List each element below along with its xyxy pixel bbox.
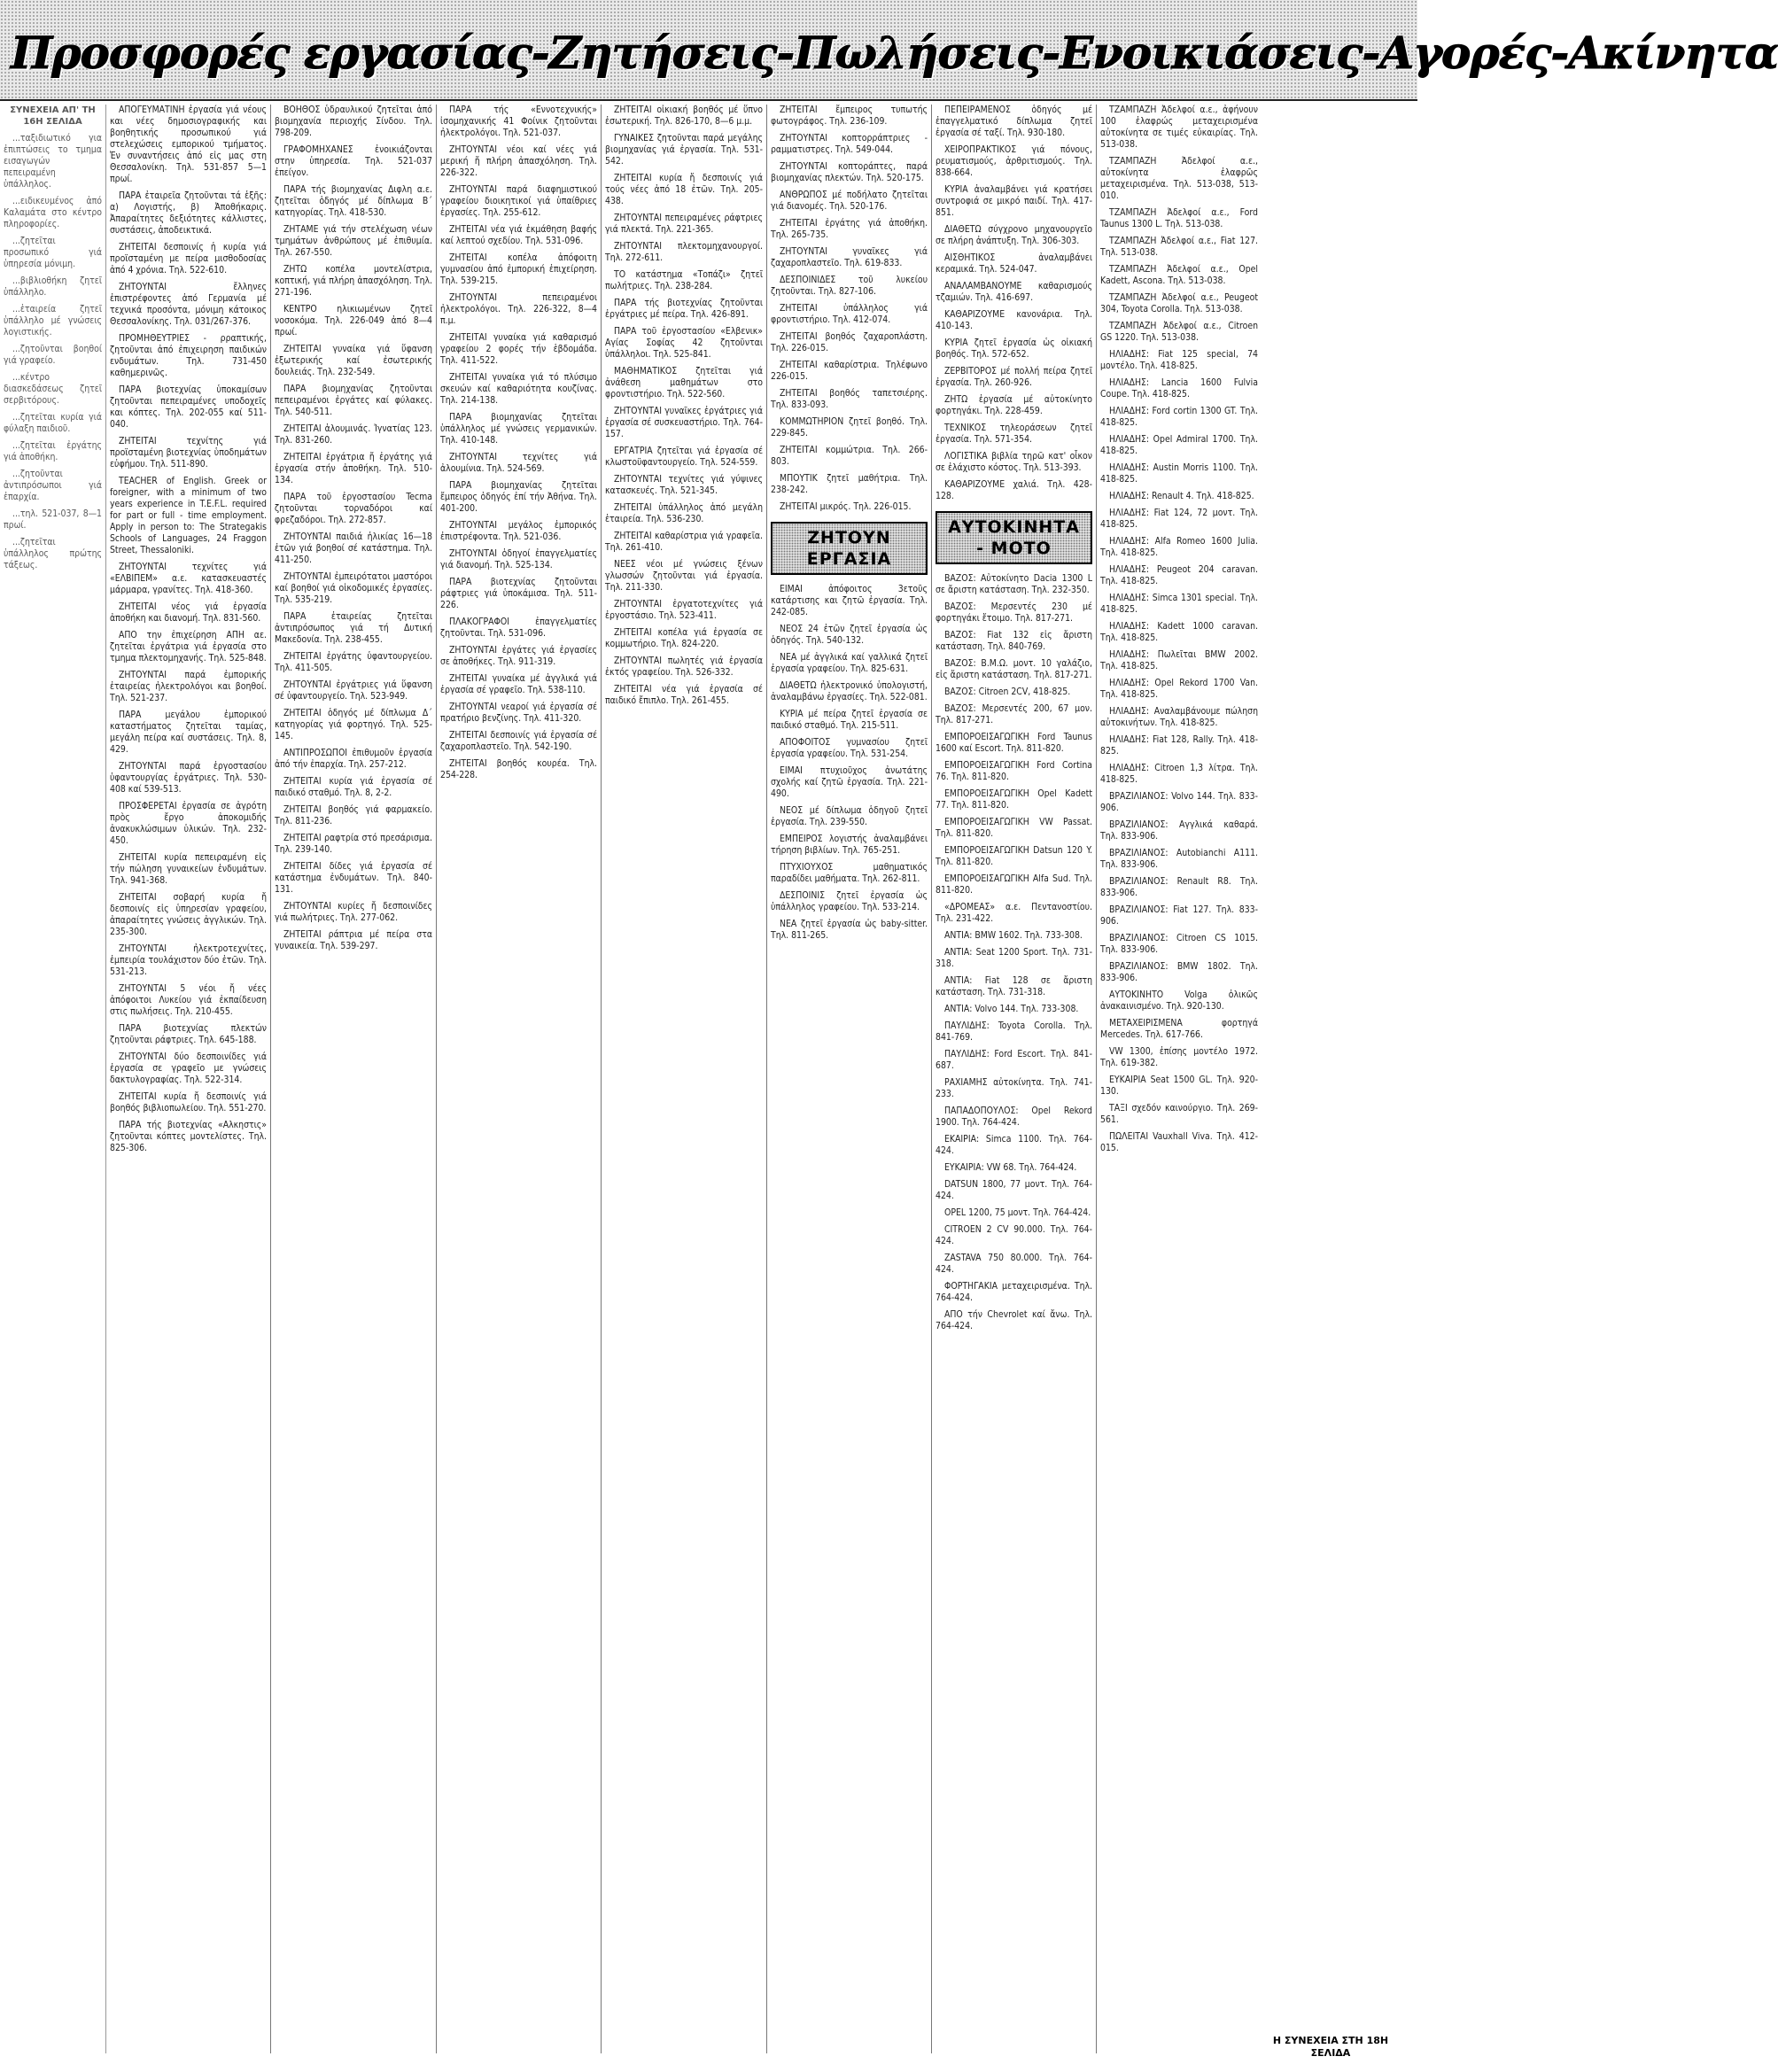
classified-ad: ...κέντρο διασκεδάσεως ζητεῖ σερβιτόρους.	[4, 372, 102, 406]
classified-ad: ΕΜΠΟΡΟΕΙΣΑΓΩΓΙΚΗ VW Passat. Τηλ. 811-820.	[936, 817, 1092, 839]
classified-ad: ΗΛΙΑΔΗΣ: Πωλεῖται BMW 2002. Τηλ. 418-825.	[1100, 649, 1258, 671]
classified-ad: ΠΑΠΑΔΟΠΟΥΛΟΣ: Opel Rekord 1900. Τηλ. 764-424.	[936, 1106, 1092, 1128]
classified-ad: ΔΙΑΘΕΤΩ σύγχρονο μηχανουργεῖο σε πλήρη ἀνάπτυξη. Τηλ. 306-303.	[936, 224, 1092, 246]
classified-ad: ΖΗΤΟΥΝΤΑΙ ἐργάτες γιά ἐργασίες σε ἀποθήκες. Τηλ. 911-319.	[440, 645, 597, 667]
classified-ad: ΖΗΤΕΙΤΑΙ βοηθός ταπετσιέρης. Τηλ. 833-093.	[771, 388, 928, 410]
column-5	[767, 105, 932, 2053]
classified-ad: ...ζητεῖται ὑπάλληλος πρώτης τάξεως.	[4, 537, 102, 570]
classified-ad: ΦΟΡΤΗΓΑΚΙΑ μεταχειρισμένα. Τηλ. 764-424.	[936, 1281, 1092, 1303]
classified-ad: ΠΑΡΑ τής βιοτεχνίας ζητοῦνται ἐργάτριες μέ πείρα. Τηλ. 426-891.	[605, 298, 763, 320]
classified-ad: ΖΗΤΕΙΤΑΙ νέα γιά ἐκμάθηση βαφής καί λεπτού σχεδίου. Τηλ. 531-096.	[440, 224, 597, 246]
classified-ad: ...βιβλιοθήκη ζητεῖ ὑπάλληλο.	[4, 275, 102, 298]
classified-ad: ΗΛΙΑΔΗΣ: Renault 4. Τηλ. 418-825.	[1109, 491, 1254, 501]
column-4	[602, 105, 767, 2053]
classified-ad: ΤΑΞΙ σχεδόν καινούργιο. Τηλ. 269-561.	[1100, 1103, 1258, 1125]
classified-ad: CITROEN 2 CV 90.000. Τηλ. 764-424.	[936, 1224, 1092, 1246]
classified-ad: ΕΜΠΟΡΟΕΙΣΑΓΩΓΙΚΗ Datsun 120 Y. Τηλ. 811-820.	[936, 845, 1092, 867]
classified-ad: ...ταξιδιωτικό για ἐπιπτώσεις το τμημα εισαγωγών πεπειραμένη ὑπάλληλος.	[4, 133, 102, 190]
classified-ad: ΖΗΤΟΥΝΤΑΙ πεπειραμένοι ἠλεκτρολόγοι. Τηλ. 226-322, 8—4 π.μ.	[440, 292, 597, 326]
column-1-ads	[110, 105, 267, 1154]
classified-ad: ...τηλ. 521-037, 8—1 πρωί.	[4, 508, 102, 531]
classified-ad: ΖΗΤΟΥΝΤΑΙ νεαροί γιά ἐργασία σέ πρατήριο βενζίνης. Τηλ. 411-320.	[440, 702, 597, 724]
classified-ad: ΒΑΖΟΣ: Β.Μ.Ω. μοντ. 10 γαλάζιο, εἰς ἄριστη κατάσταση. Τηλ. 817-271.	[936, 658, 1092, 680]
classified-ad: ΖΗΤΕΙΤΑΙ γυναίκα γιά τό πλύσιμο σκευών καί καθαριότητα κουζίνας. Τηλ. 214-138.	[440, 372, 597, 406]
classified-ad: ΒΑΖΟΣ: Μερσεντές 230 μέ φορτηγάκι ἔτοιμο. Τηλ. 817-271.	[936, 601, 1092, 624]
classified-ad: ΖΗΤΕΙΤΑΙ ἐργάτης ὑφαντουργείου. Τηλ. 411-505.	[275, 651, 432, 673]
column-5-ads-top	[771, 105, 928, 513]
classified-ad: ΖΗΤΕΙΤΑΙ κυρία ἤ δεσποινίς γιά τούς νέες ἀπό 18 ἐτῶν. Τηλ. 205-438.	[605, 173, 763, 206]
classified-ad: ΠΤΥΧΙΟΥΧΟΣ μαθηματικός παραδίδει μαθήματα. Τηλ. 262-811.	[771, 862, 928, 884]
classified-ad: ΒΡΑΖΙΛΙΑΝΟΣ: Autobianchi A111. Τηλ. 833-906.	[1100, 848, 1258, 870]
classified-ad: ΖΗΤΕΙΤΑΙ κοπέλα ἀπόφοιτη γυμνασίου ἀπό ἐμπορική ἐπιχείρηση. Τηλ. 539-215.	[440, 252, 597, 286]
column-2-ads	[275, 105, 432, 952]
classified-ad: ΖΗΤΕΙΤΑΙ ὑπάλληλος ἀπό μεγάλη ἑταιρεία. Τηλ. 536-230.	[605, 502, 763, 524]
classified-ad: ΗΛΙΑΔΗΣ: Fiat 128, Rally. Τηλ. 418-825.	[1100, 734, 1258, 757]
classified-ad: ΗΛΙΑΔΗΣ: Opel Rekord 1700 Van. Τηλ. 418-825.	[1100, 678, 1258, 700]
classified-ad: ΖΗΤΟΥΝΤΑΙ ἐργατοτεχνίτες γιά ἐργοστάσιο. Τηλ. 523-411.	[605, 599, 763, 621]
classified-ad: ΖΗΤΩ ἐργασία μέ αὐτοκίνητο φορτηγάκι. Τηλ. 228-459.	[936, 394, 1092, 416]
column-4-ads	[605, 105, 763, 707]
classified-ad: ΕΜΠΟΡΟΕΙΣΑΓΩΓΙΚΗ Ford Taunus 1600 καί Escort. Τηλ. 811-820.	[936, 732, 1092, 754]
classified-ad: ΤΖΑΜΠΑΖΗ Ἀδελφοί α.ε., Ford Taunus 1300 L. Τηλ. 513-038.	[1100, 207, 1258, 229]
classified-ad: ΖΗΤΟΥΝΤΑΙ τεχνίτες γιά γύψινες κατασκευές. Τηλ. 521-345.	[605, 474, 763, 496]
classified-ad: ΖΗΤΟΥΝΤΑΙ κοπτορράπτριες - ραμματιστρες. Τηλ. 549-044.	[771, 133, 928, 155]
classified-ad: ΖΗΤΕΙΤΑΙ δεσποινίς ἡ κυρία γιά προϊσταμένη με πείρα μισθοδοσίας ἀπό 4 χρόνια. Τηλ. 522-610.	[110, 242, 267, 275]
classified-ad: ΖΗΤΟΥΝΤΑΙ γυναῖκες ἐργάτριες γιά ἐργασία σέ συσκευαστήριο. Τηλ. 764-157.	[605, 406, 763, 439]
classified-ad: ΖΗΤΕΙΤΑΙ νέα γιά ἐργασία σέ παιδικό ἔπιπλο. Τηλ. 261-455.	[605, 684, 763, 706]
classified-ad: ΝΕΟΣ 24 ἐτῶν ζητεῖ ἐργασία ὡς ὁδηγός. Τηλ. 540-132.	[771, 624, 928, 646]
classified-ad: ΗΛΙΑΔΗΣ: Fiat 124, 72 μοντ. Τηλ. 418-825.	[1100, 508, 1258, 530]
classified-ad: ΒΑΖΟΣ: Citroen 2CV, 418-825.	[944, 687, 1071, 697]
classified-ad: ΖΗΤΟΥΝΤΑΙ γυναῖκες γιά ζαχαροπλαστεῖο. Τηλ. 619-833.	[771, 246, 928, 268]
classified-ad: ΕΙΜΑΙ ἀπόφοιτος 3ετοῦς κατάρτισης και ζητῶ ἐργασία. Τηλ. 242-085.	[771, 584, 928, 617]
classified-ad: ΒΡΑΖΙΛΙΑΝΟΣ: Renault R8. Τηλ. 833-906.	[1100, 876, 1258, 898]
classified-ad: ...ζητεῖται προσωπικό γιά ὑπηρεσία μόνιμη.	[4, 236, 102, 269]
classified-ad: ΠΑΡΑ τής «Εννοτεχνικής» ἰσομηχανικής 41 Φοίνικ ζητοῦνται ἠλεκτρολόγοι. Τηλ. 521-037.	[440, 105, 597, 138]
classified-ad: ΒΡΑΖΙΛΙΑΝΟΣ: Volvo 144. Τηλ. 833-906.	[1100, 791, 1258, 813]
classified-ad: ΑΝΤΙΑ: Seat 1200 Sport. Τηλ. 731-318.	[936, 947, 1092, 969]
classified-ad: ΒΡΑΖΙΛΙΑΝΟΣ: Citroen CS 1015. Τηλ. 833-906.	[1100, 933, 1258, 955]
classified-ad: ΑΠΟ τήν Chevrolet καί ἄνω. Τηλ. 764-424.	[936, 1309, 1092, 1331]
classified-ad: ΖΗΤΕΙΤΑΙ ὑπάλληλος γιά φροντιστήριο. Τηλ. 412-074.	[771, 303, 928, 325]
classified-ad: ΤΟ κατάστημα «Τοπάζι» ζητεῖ πωλήτριες. Τηλ. 238-284.	[605, 269, 763, 291]
classified-ad: ΕΜΠΟΡΟΕΙΣΑΓΩΓΙΚΗ Ford Cortina 76. Τηλ. 811-820.	[936, 760, 1092, 782]
classified-ad: ΖΗΤΟΥΝΤΑΙ πεπειραμένες ράφτριες γιά πλεκτά. Τηλ. 221-365.	[605, 213, 763, 235]
classified-ad: ΗΛΙΑΔΗΣ: Citroen 1,3 λίτρα. Τηλ. 418-825.	[1100, 763, 1258, 785]
classified-ad: ΑΝΤΙΑ: Fiat 128 σε ἄριστη κατάσταση. Τηλ. 731-318.	[936, 975, 1092, 997]
classified-ad: ΗΛΙΑΔΗΣ: Simca 1301 special. Τηλ. 418-825.	[1100, 593, 1258, 615]
classified-ad: ΖΗΤΕΙΤΑΙ νέος γιά ἐργασία ἀποθήκη και διανομή. Τηλ. 831-560.	[110, 601, 267, 624]
classified-ad: ΖΗΤΕΙΤΑΙ βοηθός ζαχαροπλάστη. Τηλ. 226-015.	[771, 331, 928, 353]
classified-ad: ...ζητοῦνται ἀντιπρόσωποι γιά ἐπαρχία.	[4, 469, 102, 502]
classified-ad: ΖΕΡΒΙΤΟΡΟΣ μέ πολλή πείρα ζητεῖ ἐργασία. Τηλ. 260-926.	[936, 366, 1092, 388]
classified-ad: ΕΥΚΑΙΡΙΑ Seat 1500 GL. Τηλ. 920-130.	[1100, 1075, 1258, 1097]
classified-ad: ΗΛΙΑΔΗΣ: Kadett 1000 caravan. Τηλ. 418-825.	[1100, 621, 1258, 643]
column-6	[932, 105, 1097, 2053]
classified-ad: «ΔΡΟΜΕΑΣ» α.ε. Πεντανοστίου. Τηλ. 231-422.	[936, 902, 1092, 924]
classified-ad: ΠΑΡΑ τοῦ ἐργοστασίου Tecma ζητοῦνται τορναδόροι καί φρεζαδόροι. Τηλ. 272-857.	[275, 492, 432, 525]
classified-ad: ΗΛΙΑΔΗΣ: Alfa Romeo 1600 Julia. Τηλ. 418-825.	[1100, 536, 1258, 558]
classified-ad: ΑΝΤΙΑ: BMW 1602. Τηλ. 733-308.	[944, 930, 1083, 941]
classified-ad: ΜΑΘΗΜΑΤΙΚΟΣ ζητεῖται γιά ἀνάθεση μαθημάτων στο φροντιστήριο. Τηλ. 522-560.	[605, 366, 763, 400]
classified-ad: ΑΠΟ την ἐπιχείρηση ΑΠΗ αε. ζητεῖται ἐργάτρια γιά ἐργασία στο τμημα πλεκτομηχανής. Τηλ. 525-848.	[110, 630, 267, 664]
classified-ad: ΤΖΑΜΠΑΖΗ Ἀδελφοί α.ε., Opel Kadett, Ascona. Τηλ. 513-038.	[1100, 264, 1258, 286]
classified-ad: ΖΗΤΩ κοπέλα μοντελίστρια, κοπτική, γιά πλήρη ἀπασχόληση. Τηλ. 271-196.	[275, 264, 432, 298]
classified-ad: ΖΗΤΟΥΝΤΑΙ δύο δεσποινίδες γιά ἐργασία σε γραφεῖο με γνώσεις δακτυλογραφίας. Τηλ. 522-314.	[110, 1052, 267, 1085]
classified-ad: ΠΑΡΑ βιομηχανίας ζητοῦνται πεπειραμένοι ἐργάτες καί φύλακες. Τηλ. 540-511.	[275, 384, 432, 417]
classified-ad: ΖΗΤΕΙΤΑΙ ἐργάτρια ἤ ἐργάτης γιά ἐργασία στήν ἀποθήκη. Τηλ. 510-134.	[275, 452, 432, 485]
classified-ad: ΚΥΡΙΑ μέ πείρα ζητεῖ ἐργασία σε παιδικό σταθμό. Τηλ. 215-511.	[771, 709, 928, 731]
classified-ad: ΖΗΤΟΥΝΤΑΙ ἠλεκτροτεχνίτες, ἐμπειρία τουλάχιστον δύο ἐτῶν. Τηλ. 531-213.	[110, 943, 267, 977]
classified-ad: ΠΑΡΑ βιοτεχνίας ζητοῦνται ράφτριες γιά ὑποκάμισα. Τηλ. 511-226.	[440, 577, 597, 610]
classified-ad: ΖΗΤΕΙΤΑΙ ἔμπειρος τυπωτής φωτογράφος. Τηλ. 236-109.	[771, 105, 928, 127]
classifieds-columns	[0, 105, 1417, 2053]
classified-ad: ΖΗΤΕΙΤΑΙ γυναίκα γιά ὕφανση ἐξωτερικής καί ἐσωτερικής δουλειάς. Τηλ. 232-549.	[275, 344, 432, 377]
classified-ad: ΖΗΤΟΥΝΤΑΙ ἐμπειρότατοι μαστόροι καί βοηθοί γιά οἰκοδομικές ἐργασίες. Τηλ. 535-219.	[275, 571, 432, 605]
classified-ad: ΕΡΓΑΤΡΙΑ ζητεῖται γιά ἐργασία σέ κλωστοϋφαντουργείο. Τηλ. 524-559.	[605, 446, 763, 468]
classified-ad: ΗΛΙΑΔΗΣ: Austin Morris 1100. Τηλ. 418-825.	[1100, 462, 1258, 485]
classified-ad: ΠΑΡΑ ἐταιρεῖα ζητοῦνται τά ἑξῆς: α) Λογιστής, β) Ἀποθήκαρις. Ἀπαραίτητες δεξιότητες κάλλιστες, συστάσεις, ἀποδεικτικά.	[110, 190, 267, 236]
classified-ad: ΗΛΙΑΔΗΣ: Lancia 1600 Fulvia Coupe. Τηλ. 418-825.	[1100, 377, 1258, 400]
classified-ad: ΕΙΜΑΙ πτυχιοῦχος ἀνωτάτης σχολής καί ζητῶ ἐργασία. Τηλ. 221-490.	[771, 765, 928, 799]
classified-ad: OPEL 1200, 75 μοντ. Τηλ. 764-424.	[944, 1207, 1091, 1218]
classified-ad: ΖΗΤΕΙΤΑΙ βοηθός κουρέα. Τηλ. 254-228.	[440, 758, 597, 780]
classified-ad: ΕΜΠΟΡΟΕΙΣΑΓΩΓΙΚΗ Opel Kadett 77. Τηλ. 811-820.	[936, 788, 1092, 811]
classified-ad: ΖΗΤΟΥΝΤΑΙ παρά διαφημιστικού γραφείου διοικητικοί γιά ὑπαίθριες ἐργασίες. Τηλ. 255-612.	[440, 184, 597, 218]
classified-ad: ΖΗΤΕΙΤΑΙ κομμώτρια. Τηλ. 266-803.	[771, 445, 928, 467]
classified-ad: ΗΛΙΑΔΗΣ: Fiat 125 special, 74 μοντέλο. Τηλ. 418-825.	[1100, 349, 1258, 371]
column-6-ads-top	[936, 105, 1092, 502]
classified-ad: ΚΑΘΑΡΙΖΟΥΜΕ χαλιά. Τηλ. 428-128.	[936, 479, 1092, 501]
classified-ad: ΚΥΡΙΑ ἀναλαμβάνει γιά κρατήσει συντροφιά σε μικρό παιδί. Τηλ. 417-851.	[936, 184, 1092, 218]
classified-ad: ΠΑΡΑ βιομηχανίας ζητεῖται ἔμπειρος ὀδηγός ἐπί τήν Ἀθήνα. Τηλ. 401-200.	[440, 480, 597, 514]
classified-ad: ΗΛΙΑΔΗΣ: Peugeot 204 caravan. Τηλ. 418-825.	[1100, 564, 1258, 586]
classified-ad: ΑΝΤΙΠΡΟΣΩΠΟΙ ἐπιθυμοῦν ἐργασία ἀπό τήν ἐπαρχία. Τηλ. 257-212.	[275, 748, 432, 770]
classified-ad: ΔΕΣΠΟΙΝΙΔΕΣ τοῦ λυκείου ζητοῦνται. Τηλ. 827-106.	[771, 275, 928, 297]
classified-ad: ...ειδικευμένος ἀπό Καλαμάτα στο κέντρο πληροφορίες.	[4, 196, 102, 229]
classified-ad: ΠΑΡΑ βιοτεχνίας πλεκτών ζητοῦνται ράφτριες. Τηλ. 645-188.	[110, 1023, 267, 1045]
classified-ad: ΚΟΜΜΩΤΗΡΙΟΝ ζητεῖ βοηθό. Τηλ. 229-845.	[771, 416, 928, 438]
column-3	[437, 105, 602, 2053]
classified-ad: ΤΖΑΜΠΑΖΗ Ἀδελφοί α.ε., αὐτοκίνητα ἐλαφρῶς μεταχειρισμένα. Τηλ. 513-038, 513-010.	[1100, 156, 1258, 201]
column-5-ads-bottom	[771, 584, 928, 942]
classified-ad: ΖΗΤΕΙΤΑΙ καθαρίστρια γιά γραφεῖα. Τηλ. 261-410.	[605, 531, 763, 553]
classified-ad: ΖΗΤΕΙΤΑΙ δίδες γιά ἐργασία σέ κατάστημα ἐνδυμάτων. Τηλ. 840-131.	[275, 861, 432, 895]
classified-ad: ΑΝΘΡΩΠΟΣ μέ ποδήλατο ζητεῖται γιά διανομές. Τηλ. 520-176.	[771, 190, 928, 212]
classified-ad: ΝΕΟΣ μέ δίπλωμα ὁδηγοῦ ζητεῖ ἐργασία. Τηλ. 239-550.	[771, 805, 928, 827]
classified-ad: ΖΗΤΟΥΝΤΑΙ πλεκτομηχανουργοί. Τηλ. 272-611.	[605, 241, 763, 263]
classified-ad: ΧΕΙΡΟΠΡΑΚΤΙΚΟΣ γιά πόνους, ρευματισμούς, ἀρθριτισμούς. Τηλ. 838-664.	[936, 144, 1092, 178]
classified-ad: ΑΠΟΦΟΙΤΟΣ γυμνασίου ζητεῖ ἐργασία γραφείου. Τηλ. 531-254.	[771, 737, 928, 759]
classified-ad: ZASTAVA 750 80.000. Τηλ. 764-424.	[936, 1253, 1092, 1275]
classified-ad: ΒΡΑΖΙΛΙΑΝΟΣ: BMW 1802. Τηλ. 833-906.	[1100, 961, 1258, 983]
classified-ad: ΖΗΤΕΙΤΑΙ οἰκιακή βοηθός μέ ὕπνο ἐσωτερική. Τηλ. 826-170, 8—6 μ.μ.	[605, 105, 763, 127]
classified-ad: ΖΗΤΕΙΤΑΙ κοπέλα γιά ἐργασία σε κομμωτήριο. Τηλ. 824-220.	[605, 627, 763, 649]
classified-ad: ΖΗΤΕΙΤΑΙ γυναίκα γιά καθαρισμό γραφείου 2 φορές τήν ἑβδομάδα. Τηλ. 411-522.	[440, 332, 597, 366]
masthead	[0, 0, 1778, 101]
classified-ad: ΖΗΤΕΙΤΑΙ κυρία γιά ἐργασία σέ παιδικό σταθμό. Τηλ. 8, 2-2.	[275, 776, 432, 798]
classified-ad: ΛΟΓΙΣΤΙΚΑ βιβλία τηρῶ κατ' οἶκον σε ἐλάχιστο κόστος. Τηλ. 513-393.	[936, 451, 1092, 473]
classified-ad: ΖΗΤΕΙΤΑΙ καθαρίστρια. Τηλέφωνο 226-015.	[771, 360, 928, 382]
classified-ad: ΖΗΤΟΥΝΤΑΙ κυρίες ἤ δεσποινίδες γιά πωλήτριες. Τηλ. 277-062.	[275, 901, 432, 923]
classified-ad: ΖΗΤΕΙΤΑΙ σοβαρή κυρία ἤ δεσποινίς εἰς ὑπηρεσίαν γραφείου, ἀπαραίτητες γνώσεις ἀγγλικών. Τηλ. 235-300.	[110, 892, 267, 937]
classified-ad: ...ζητεῖται ἐργάτης γιά ἀποθήκη.	[4, 440, 102, 462]
classified-ad: ΖΗΤΕΙΤΑΙ ράπτρια μέ πείρα στα γυναικεία. Τηλ. 539-297.	[275, 929, 432, 951]
classified-ad: ΖΗΤΕΙΤΑΙ βοηθός γιά φαρμακείο. Τηλ. 811-236.	[275, 804, 432, 826]
classified-ad: ΖΗΤΕΙΤΑΙ ραφτρία στό πρεσάρισμα. Τηλ. 239-140.	[275, 833, 432, 855]
classified-ad: ΖΗΤΟΥΝΤΑΙ τεχνίτες γιά ἀλουμίνια. Τηλ. 524-569.	[440, 452, 597, 474]
classified-ad: ΖΗΤΕΙΤΑΙ κυρία ἤ δεσποινίς γιά βοηθός βιβλιοπωλείου. Τηλ. 551-270.	[110, 1091, 267, 1114]
classified-ad: ΚΕΝΤΡΟ ηλικιωμένων ζητεῖ νοσοκόμα. Τηλ. 226-049 ἀπό 8—4 πρωί.	[275, 304, 432, 338]
classified-ad: ΒΑΖΟΣ: Fiat 132 εἰς ἄριστη κατάσταση. Τηλ. 840-769.	[936, 630, 1092, 652]
classified-ad: ΖΗΤΕΙΤΑΙ ἀλουμινάς. Ἰγνατίας 123. Τηλ. 831-260.	[275, 423, 432, 446]
classified-ad: ΖΗΤΑΜΕ γιά τήν στελέχωση νέων τμημάτων ἀνθρώπους μέ ἐπιθυμία. Τηλ. 267-550.	[275, 224, 432, 258]
classified-ad: ΜΕΤΑΧΕΙΡΙΣΜΕΝΑ φορτηγά Mercedes. Τηλ. 617-766.	[1100, 1018, 1258, 1040]
classified-ad: ΗΛΙΑΔΗΣ: Αναλαμβάνουμε πώληση αὐτοκινήτων. Τηλ. 418-825.	[1100, 706, 1258, 728]
classified-ad: ΠΑΡΑ τοῦ ἐργοστασίου «Ελβενικ» Αγίας Σοφίας 42 ζητοῦνται ὑπάλληλοι. Τηλ. 525-841.	[605, 326, 763, 360]
classified-ad: ΗΛΙΑΔΗΣ: Ford cortin 1300 GT. Τηλ. 418-825.	[1100, 406, 1258, 428]
classified-ad: ΓΥΝΑΙΚΕΣ ζητοῦνται παρά μεγάλης βιομηχανίας γιά ἐργασία. Τηλ. 531-542.	[605, 133, 763, 167]
continued-on-note: Η ΣΥΝΕΧΕΙΑ ΣΤΗ 18Η ΣΕΛΙΔΑ	[1272, 2035, 1389, 2059]
classified-ad: ΜΠΟΥΤΙΚ ζητεῖ μαθήτρια. Τηλ. 238-242.	[771, 473, 928, 495]
classified-ad: ΑΙΣΘΗΤΙΚΟΣ ἀναλαμβάνει κεραμικά. Τηλ. 524-047.	[936, 252, 1092, 275]
classified-ad: ΠΑΡΑ βιομηχανίας ζητεῖται ὑπάλληλος μέ γνώσεις γερμανικών. Τηλ. 410-148.	[440, 412, 597, 446]
classified-ad: ΖΗΤΕΙΤΑΙ γυναίκα μέ ἀγγλικά γιά ἐργασία σέ γραφεῖο. Τηλ. 538-110.	[440, 673, 597, 695]
classified-ad: ΤΖΑΜΠΑΖΗ Ἀδελφοί α.ε., ἀφήνουν 100 ἐλαφρώς μεταχειρισμένα αὐτοκίνητα σε τιμές εὐκαιρίας. Τηλ. 513-038.	[1100, 105, 1258, 150]
classified-ad: ΖΗΤΟΥΝΤΑΙ παρά ἐμπορικής ἐταιρείας ἠλεκτρολόγοι και βοηθοί. Τηλ. 521-237.	[110, 670, 267, 703]
continued-from-heading: ΣΥΝΕΧΕΙΑ ΑΠ' ΤΗ 16Η ΣΕΛΙΔΑ	[10, 105, 96, 127]
classified-ad: ΠΑΥΛΙΔΗΣ: Ford Escort. Τηλ. 841-687.	[936, 1049, 1092, 1071]
classified-ad: ...ἑταιρεία ζητεῖ ὑπάλληλο μέ γνώσεις λογιστικής.	[4, 304, 102, 338]
classified-ad: ΖΗΤΕΙΤΑΙ ὁδηγός μέ δίπλωμα Δ΄ κατηγορίας γιά φορτηγό. Τηλ. 525-145.	[275, 708, 432, 741]
classified-ad: ΑΝΤΙΑ: Volvo 144. Τηλ. 733-308.	[944, 1004, 1079, 1014]
column-3-ads	[440, 105, 597, 781]
classified-ad: ΤΖΑΜΠΑΖΗ Ἀδελφοί α.ε., Peugeot 304, Toyota Corolla. Τηλ. 513-038.	[1100, 292, 1258, 314]
classified-ad: ΒΟΗΘΟΣ ὑδραυλικού ζητεῖται ἀπό βιομηχανία περιοχής Σίνδου. Τηλ. 798-209.	[275, 105, 432, 138]
classified-ad: ΝΕΕΣ νέοι μέ γνώσεις ξένων γλωσσών ζητοῦνται γιά ἐργασία. Τηλ. 211-330.	[605, 559, 763, 593]
section-heading-jobs-wanted: ΖΗΤΟΥΝ ΕΡΓΑΣΙΑ	[771, 522, 928, 575]
classified-ad: ΒΑΖΟΣ: Αὐτοκίνητο Dacia 1300 L σε ἄριστη κατάσταση. Τηλ. 232-350.	[936, 573, 1092, 595]
page-title: Προσφορές εργασίας-Ζητήσεις-Πωλήσεις-Ενοικιάσεις-Αγορές-Ακίνητα	[11, 27, 1778, 79]
classified-ad: ΖΗΤΕΙΤΑΙ μικρός. Τηλ. 226-015.	[780, 501, 912, 512]
classified-ad: ΖΗΤΟΥΝΤΑΙ πωλητές γιά ἐργασία ἐκτός γραφείου. Τηλ. 526-332.	[605, 656, 763, 678]
classified-ad: ΤΖΑΜΠΑΖΗ Ἀδελφοί α.ε., Citroen GS 1220. Τηλ. 513-038.	[1100, 321, 1258, 343]
classified-ad: ΖΗΤΟΥΝΤΑΙ ὁδηγοί ἐπαγγελματίες γιά διανομή. Τηλ. 525-134.	[440, 548, 597, 570]
classified-ad: ΑΝΑΛΑΜΒΑΝΟΥΜΕ καθαρισμούς τζαμιών. Τηλ. 416-697.	[936, 281, 1092, 303]
classified-ad: ΖΗΤΟΥΝΤΑΙ τεχνίτες γιά «ΕΛΒΙΠΕΜ» α.ε. κατασκευαστές μάρμαρα, γρανίτες. Τηλ. 418-360.	[110, 562, 267, 595]
classified-ad: ΕΚΑΙΡΙΑ: Simca 1100. Τηλ. 764-424.	[936, 1134, 1092, 1156]
classified-ad: ΚΑΘΑΡΙΖΟΥΜΕ κανονάρια. Τηλ. 410-143.	[936, 309, 1092, 331]
classified-ad: ΑΥΤΟΚΙΝΗΤΟ Volga ὀλικῶς ἀνακαινισμένο. Τηλ. 920-130.	[1100, 989, 1258, 1012]
classified-ad: ...ζητοῦνται βοηθοί γιά γραφείο.	[4, 344, 102, 366]
classified-ad: ΕΥΚΑΙΡΙΑ: VW 68. Τηλ. 764-424.	[944, 1162, 1077, 1173]
column-0	[0, 105, 106, 2053]
classified-ad: ΖΗΤΟΥΝΤΑΙ νέοι καί νέες γιά μερική ἤ πλήρη ἀπασχόληση. Τηλ. 226-322.	[440, 144, 597, 178]
classified-ad: ΔΕΣΠΟΙΝΙΣ ζητεῖ ἐργασία ὡς ὑπάλληλος γραφείου. Τηλ. 533-214.	[771, 890, 928, 912]
classified-ad: ΖΗΤΕΙΤΑΙ κυρία πεπειραμένη εἰς τήν πώληση γυναικείων ἐνδυμάτων. Τηλ. 941-368.	[110, 852, 267, 886]
classified-ad: ΠΑΡΑ τής βιοτεχνίας «Αλκηστις» ζητοῦνται κόπτες μοντελίστες. Τηλ. 825-306.	[110, 1120, 267, 1153]
column-6-ads-bottom	[936, 573, 1092, 1332]
classified-ad: ΚΥΡΙΑ ζητεῖ ἐργασία ὡς οἰκιακή βοηθός. Τηλ. 572-652.	[936, 338, 1092, 360]
column-0-ads	[4, 133, 102, 571]
classified-ad: ΠΩΛΕΙΤΑΙ Vauxhall Viva. Τηλ. 412-015.	[1100, 1131, 1258, 1153]
column-1	[106, 105, 271, 2053]
classified-ad: ΠΛΑΚΟΓΡΑΦΟΙ ἐπαγγελματίες ζητοῦνται. Τηλ. 531-096.	[440, 617, 597, 639]
classified-ad: ΝΕΑ μέ ἀγγλικά καί γαλλικά ζητεῖ ἐργασία γραφείου. Τηλ. 825-631.	[771, 652, 928, 674]
column-7-ads	[1100, 105, 1258, 1154]
column-7	[1097, 105, 1262, 2053]
classified-ad: TEACHER of English. Greek or foreigner, with a minimum of two years experience in T.E.F.L. required for part or full - time employment. Apply in person to: The Strategakis Schools of Languages, 24 Fraggon Street, Thessaloniki.	[110, 476, 267, 555]
classified-ad: ΠΕΠΕΙΡΑΜΕΝΟΣ ὁδηγός μέ ἐπαγγελματικό δίπλωμα ζητεῖ ἐργασία σέ ταξί. Τηλ. 930-180.	[936, 105, 1092, 138]
column-2	[271, 105, 437, 2053]
classified-ad: ΠΑΡΑ μεγάλου ἐμπορικού καταστήματος ζητεῖται ταμίας, μεγάλη πείρα καί συστάσεις. Τηλ. 8, 429.	[110, 710, 267, 755]
section-heading-cars-moto: ΑΥΤΟΚΙΝΗΤΑ - ΜΟΤΟ	[936, 511, 1092, 564]
classified-ad: ΖΗΤΟΥΝΤΑΙ κοπτοράπτες, παρά βιομηχανίας πλεκτών. Τηλ. 520-175.	[771, 161, 928, 183]
classified-ad: ΕΜΠΕΙΡΟΣ λογιστής ἀναλαμβάνει τήρηση βιβλίων. Τηλ. 765-251.	[771, 834, 928, 856]
classified-ad: ΒΡΑΖΙΛΙΑΝΟΣ: Αγγλικά καθαρά. Τηλ. 833-906.	[1100, 819, 1258, 842]
classified-ad: ΠΑΡΑ ἐταιρείας ζητεῖται ἀντιπρόσωπος γιά τή Δυτική Μακεδονία. Τηλ. 238-455.	[275, 611, 432, 645]
classified-ad: ΤΖΑΜΠΑΖΗ Ἀδελφοί α.ε., Fiat 127. Τηλ. 513-038.	[1100, 236, 1258, 258]
classified-ad: ΖΗΤΟΥΝΤΑΙ παιδιά ἡλικίας 16—18 ἐτῶν γιά βοηθοί σέ κατάστημα. Τηλ. 411-250.	[275, 532, 432, 565]
classified-ad: VW 1300, ἐπίσης μοντέλο 1972. Τηλ. 619-382.	[1100, 1046, 1258, 1068]
classified-ad: ΡΑΧΙΑΜΗΣ αὐτοκίνητα. Τηλ. 741-233.	[936, 1077, 1092, 1099]
classified-ad: ΗΛΙΑΔΗΣ: Opel Admiral 1700. Τηλ. 418-825.	[1100, 434, 1258, 456]
classified-ad: ΖΗΤΟΥΝΤΑΙ ἐργάτριες γιά ὕφανση σέ ὑφαντουργείο. Τηλ. 523-949.	[275, 679, 432, 702]
classified-ad: ΖΗΤΟΥΝΤΑΙ ἔλληνες ἐπιστρέφοντες ἀπό Γερμανία μέ τεχνικά προσόντα, μόνιμη κάτοικος Θεσσαλονίκης. Τηλ. 031/267-376.	[110, 282, 267, 327]
classified-ad: ΖΗΤΕΙΤΑΙ ἐργάτης γιά ἀποθήκη. Τηλ. 265-735.	[771, 218, 928, 240]
classified-ad: ΤΕΧΝΙΚΟΣ τηλεοράσεων ζητεῖ ἐργασία. Τηλ. 571-354.	[936, 423, 1092, 445]
classified-ad: ΠΑΡΑ βιοτεχνίας ὑποκαμίσων ζητοῦνται πεπειραμένες υποδοχεῖς και κόπτες. Τηλ. 202-055 καί 511-040.	[110, 384, 267, 430]
classified-ad: ΔΙΑΘΕΤΩ ἠλεκτρονικό ὑπολογιστή, ἀναλαμβάνω ἐργασίες. Τηλ. 522-081.	[771, 680, 928, 702]
classified-ad: DATSUN 1800, 77 μοντ. Τηλ. 764-424.	[936, 1179, 1092, 1201]
classified-ad: ΖΗΤΕΙΤΑΙ δεσποινίς γιά ἐργασία σέ ζαχαροπλαστεῖο. Τηλ. 542-190.	[440, 730, 597, 752]
classified-ad: ΠΡΟΣΦΕΡΕΤΑΙ ἐργασία σε ἀγρότη πρὸς ἔργο ἀποκομιδής ἀνακυκλώσιμων ὑλικών. Τηλ. 232-450.	[110, 801, 267, 846]
classified-ad: ΠΑΡΑ τής βιομηχανίας Διφλη α.ε. ζητεῖται ὁδηγός μέ δίπλωμα Β΄ κατηγορίας. Τηλ. 418-530.	[275, 184, 432, 218]
classified-ad: ΕΜΠΟΡΟΕΙΣΑΓΩΓΙΚΗ Alfa Sud. Τηλ. 811-820.	[936, 873, 1092, 896]
classified-ad: ΑΠΟΓΕΥΜΑΤΙΝΗ ἐργασία γιά νέους και νέες δημοσιογραφικής και βοηθητικής προσωπικού γιά στελεχώσεις εμπορικού τμήματος. Ἐν συναντήσεις ἀπό εἰς μας στη Θεσσαλονίκη. Τηλ. 531-857 5—1 πρωί.	[110, 105, 267, 184]
classified-ad: ΒΑΖΟΣ: Μερσεντές 200, 67 μον. Τηλ. 817-271.	[936, 703, 1092, 726]
classified-ad: ΖΗΤΟΥΝΤΑΙ παρά ἐργοστασίου ὑφαντουργίας ἐργάτριες. Τηλ. 530-408 καί 539-513.	[110, 761, 267, 795]
classified-ad: ΝΕΑ ζητεῖ ἐργασία ὡς baby-sitter. Τηλ. 811-265.	[771, 919, 928, 941]
classified-ad: ΖΗΤΕΙΤΑΙ τεχνίτης γιά προϊσταμένη βιοτεχνίας ὑποδημάτων εὐφήμου. Τηλ. 511-890.	[110, 436, 267, 469]
classified-ad: ΓΡΑΦΟΜΗΧΑΝΕΣ ἐνοικιάζονται στην ὑπηρεσία. Τηλ. 521-037 ἐπείγον.	[275, 144, 432, 178]
classified-ad: ΖΗΤΟΥΝΤΑΙ 5 νέοι ἤ νέες ἀπόφοιτοι Λυκείου γιά ἐκπαίδευση στις πωλήσεις. Τηλ. 210-455.	[110, 983, 267, 1017]
classified-ad: ΠΑΥΛΙΔΗΣ: Toyota Corolla. Τηλ. 841-769.	[936, 1020, 1092, 1043]
classified-ad: ...ζητεῖται κυρία γιά φύλαξη παιδιοῦ.	[4, 412, 102, 434]
classified-ad: ΒΡΑΖΙΛΙΑΝΟΣ: Fiat 127. Τηλ. 833-906.	[1100, 904, 1258, 927]
classified-ad: ΖΗΤΟΥΝΤΑΙ μεγάλος ἐμπορικός ἐπιστρέφοντα. Τηλ. 521-036.	[440, 520, 597, 542]
classified-ad: ΠΡΟΜΗΘΕΥΤΡΙΕΣ - ρραπτικής, ζητοῦνται ἀπό ἐπιχειρηση παιδικών ενδυμάτων. Τηλ. 731-450 καθημερινῶς.	[110, 333, 267, 378]
